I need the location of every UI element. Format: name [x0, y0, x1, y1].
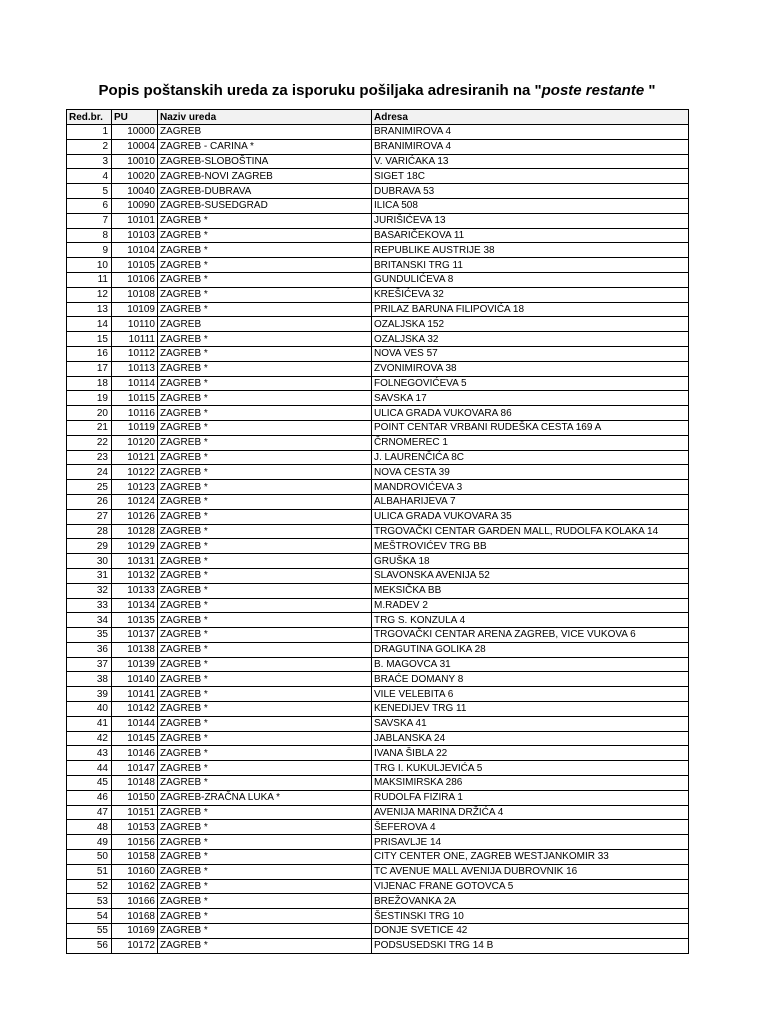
- row-postal-code: 10113: [112, 361, 158, 376]
- row-postal-code: 10010: [112, 154, 158, 169]
- row-ordinal: 52: [67, 879, 112, 894]
- row-postal-code: 10128: [112, 524, 158, 539]
- row-postal-code: 10116: [112, 406, 158, 421]
- row-office-name: ZAGREB *: [158, 894, 372, 909]
- row-office-name: ZAGREB *: [158, 583, 372, 598]
- row-ordinal: 53: [67, 894, 112, 909]
- row-office-name: ZAGREB *: [158, 554, 372, 569]
- row-address: MEKSIČKA BB: [372, 583, 689, 598]
- row-address: B. MAGOVCA 31: [372, 657, 689, 672]
- table-row: [67, 909, 689, 924]
- row-ordinal: 23: [67, 450, 112, 465]
- row-office-name: ZAGREB *: [158, 465, 372, 480]
- row-address: BRAĆE DOMANY 8: [372, 672, 689, 687]
- table-row: [67, 139, 689, 154]
- table-row: [67, 435, 689, 450]
- row-postal-code: 10134: [112, 598, 158, 613]
- row-office-name: ZAGREB *: [158, 568, 372, 583]
- row-postal-code: 10144: [112, 716, 158, 731]
- row-postal-code: 10115: [112, 391, 158, 406]
- row-address: ŠESTINSKI TRG 10: [372, 909, 689, 924]
- row-address: JABLANSKA 24: [372, 731, 689, 746]
- row-postal-code: 10138: [112, 642, 158, 657]
- row-office-name: ZAGREB-SLOBOŠTINA: [158, 154, 372, 169]
- row-office-name: ZAGREB *: [158, 761, 372, 776]
- row-ordinal: 3: [67, 154, 112, 169]
- table-row: [67, 258, 689, 273]
- table-row: [67, 450, 689, 465]
- row-postal-code: 10110: [112, 317, 158, 332]
- row-postal-code: 10040: [112, 184, 158, 199]
- row-postal-code: 10160: [112, 864, 158, 879]
- table-row: [67, 835, 689, 850]
- table-row: [67, 465, 689, 480]
- row-office-name: ZAGREB *: [158, 480, 372, 495]
- row-postal-code: 10090: [112, 198, 158, 213]
- row-postal-code: 10119: [112, 420, 158, 435]
- header-address: Adresa: [372, 110, 689, 125]
- row-office-name: ZAGREB *: [158, 702, 372, 717]
- row-office-name: ZAGREB: [158, 317, 372, 332]
- row-address: CITY CENTER ONE, ZAGREB WESTJANKOMIR 33: [372, 850, 689, 865]
- row-address: GUNDULIĆEVA 8: [372, 272, 689, 287]
- row-postal-code: 10135: [112, 613, 158, 628]
- row-ordinal: 44: [67, 761, 112, 776]
- table-row: [67, 642, 689, 657]
- row-office-name: ZAGREB *: [158, 287, 372, 302]
- row-postal-code: 10139: [112, 657, 158, 672]
- table-row: [67, 213, 689, 228]
- row-address: TRG S. KONZULA 4: [372, 613, 689, 628]
- table-row: [67, 406, 689, 421]
- row-ordinal: 25: [67, 480, 112, 495]
- row-address: DRAGUTINA GOLIKA 28: [372, 642, 689, 657]
- row-ordinal: 22: [67, 435, 112, 450]
- row-ordinal: 21: [67, 420, 112, 435]
- row-ordinal: 19: [67, 391, 112, 406]
- row-postal-code: 10141: [112, 687, 158, 702]
- table-row: [67, 731, 689, 746]
- table-row: [67, 864, 689, 879]
- row-ordinal: 43: [67, 746, 112, 761]
- post-office-table: [66, 109, 689, 954]
- row-ordinal: 2: [67, 139, 112, 154]
- row-address: SLAVONSKA AVENIJA 52: [372, 568, 689, 583]
- table-row: [67, 169, 689, 184]
- row-address: IVANA ŠIBLA 22: [372, 746, 689, 761]
- table-row: [67, 494, 689, 509]
- row-ordinal: 32: [67, 583, 112, 598]
- row-address: ILICA 508: [372, 198, 689, 213]
- row-postal-code: 10109: [112, 302, 158, 317]
- row-office-name: ZAGREB *: [158, 835, 372, 850]
- row-ordinal: 20: [67, 406, 112, 421]
- row-ordinal: 1: [67, 125, 112, 140]
- row-postal-code: 10120: [112, 435, 158, 450]
- table-row: [67, 272, 689, 287]
- table-row: [67, 879, 689, 894]
- row-ordinal: 16: [67, 346, 112, 361]
- row-postal-code: 10140: [112, 672, 158, 687]
- table-row: [67, 628, 689, 643]
- row-office-name: ZAGREB *: [158, 628, 372, 643]
- header-ordinal: Red.br.: [67, 110, 112, 125]
- row-address: BRITANSKI TRG 11: [372, 258, 689, 273]
- row-address: KREŠIĆEVA 32: [372, 287, 689, 302]
- row-address: ULICA GRADA VUKOVARA 86: [372, 406, 689, 421]
- row-office-name: ZAGREB *: [158, 687, 372, 702]
- row-ordinal: 15: [67, 332, 112, 347]
- row-postal-code: 10129: [112, 539, 158, 554]
- row-office-name: ZAGREB-NOVI ZAGREB: [158, 169, 372, 184]
- row-office-name: ZAGREB-ZRAČNA LUKA *: [158, 790, 372, 805]
- row-ordinal: 46: [67, 790, 112, 805]
- table-row: [67, 702, 689, 717]
- row-address: FOLNEGOVIĆEVA 5: [372, 376, 689, 391]
- row-ordinal: 9: [67, 243, 112, 258]
- row-ordinal: 55: [67, 924, 112, 939]
- row-ordinal: 51: [67, 864, 112, 879]
- row-postal-code: 10121: [112, 450, 158, 465]
- row-address: KENEDIJEV TRG 11: [372, 702, 689, 717]
- table-row: [67, 184, 689, 199]
- row-ordinal: 31: [67, 568, 112, 583]
- row-postal-code: 10168: [112, 909, 158, 924]
- row-address: BRANIMIROVA 4: [372, 125, 689, 140]
- row-ordinal: 14: [67, 317, 112, 332]
- row-address: ZVONIMIROVA 38: [372, 361, 689, 376]
- table-row: [67, 687, 689, 702]
- row-address: SAVSKA 41: [372, 716, 689, 731]
- row-postal-code: 10169: [112, 924, 158, 939]
- row-office-name: ZAGREB *: [158, 243, 372, 258]
- row-office-name: ZAGREB *: [158, 258, 372, 273]
- table-header-row: [67, 110, 689, 125]
- table-row: [67, 287, 689, 302]
- row-office-name: ZAGREB *: [158, 938, 372, 953]
- row-postal-code: 10156: [112, 835, 158, 850]
- row-ordinal: 54: [67, 909, 112, 924]
- title-emphasis: poste restante: [541, 82, 645, 99]
- row-office-name: ZAGREB *: [158, 657, 372, 672]
- row-office-name: ZAGREB *: [158, 346, 372, 361]
- row-postal-code: 10166: [112, 894, 158, 909]
- row-office-name: ZAGREB *: [158, 213, 372, 228]
- header-office-name: Naziv ureda: [158, 110, 372, 125]
- page-title: [66, 82, 688, 99]
- row-office-name: ZAGREB *: [158, 924, 372, 939]
- row-ordinal: 5: [67, 184, 112, 199]
- row-postal-code: 10004: [112, 139, 158, 154]
- row-postal-code: 10145: [112, 731, 158, 746]
- row-office-name: ZAGREB *: [158, 435, 372, 450]
- row-ordinal: 12: [67, 287, 112, 302]
- table-body: [67, 125, 689, 954]
- title-prefix: Popis poštanskih ureda za isporuku pošiljaka adresiranih na ": [98, 82, 542, 99]
- row-office-name: ZAGREB *: [158, 302, 372, 317]
- row-address: TRGOVAČKI CENTAR GARDEN MALL, RUDOLFA KOLAKA 14: [372, 524, 689, 539]
- row-postal-code: 10111: [112, 332, 158, 347]
- table-row: [67, 228, 689, 243]
- row-office-name: ZAGREB *: [158, 850, 372, 865]
- table-row: [67, 776, 689, 791]
- row-office-name: ZAGREB - CARINA *: [158, 139, 372, 154]
- row-address: PRILAZ BARUNA FILIPOVIĆA 18: [372, 302, 689, 317]
- row-address: POINT CENTAR VRBANI RUDEŠKA CESTA 169 A: [372, 420, 689, 435]
- row-postal-code: 10147: [112, 761, 158, 776]
- row-address: BASARIČEKOVA 11: [372, 228, 689, 243]
- row-office-name: ZAGREB *: [158, 228, 372, 243]
- table-row: [67, 391, 689, 406]
- row-address: VILE VELEBITA 6: [372, 687, 689, 702]
- row-office-name: ZAGREB *: [158, 406, 372, 421]
- row-address: RUDOLFA FIZIRA 1: [372, 790, 689, 805]
- row-office-name: ZAGREB *: [158, 642, 372, 657]
- row-address: DUBRAVA 53: [372, 184, 689, 199]
- row-postal-code: 10101: [112, 213, 158, 228]
- table-row: [67, 598, 689, 613]
- row-ordinal: 28: [67, 524, 112, 539]
- row-postal-code: 10137: [112, 628, 158, 643]
- row-postal-code: 10112: [112, 346, 158, 361]
- table-row: [67, 346, 689, 361]
- row-ordinal: 49: [67, 835, 112, 850]
- row-ordinal: 37: [67, 657, 112, 672]
- table-row: [67, 583, 689, 598]
- row-ordinal: 6: [67, 198, 112, 213]
- row-postal-code: 10122: [112, 465, 158, 480]
- row-address: REPUBLIKE AUSTRIJE 38: [372, 243, 689, 258]
- row-postal-code: 10131: [112, 554, 158, 569]
- row-postal-code: 10146: [112, 746, 158, 761]
- table-row: [67, 805, 689, 820]
- row-office-name: ZAGREB *: [158, 731, 372, 746]
- table-row: [67, 672, 689, 687]
- row-office-name: ZAGREB *: [158, 539, 372, 554]
- row-office-name: ZAGREB *: [158, 746, 372, 761]
- row-address: PODSUSEDSKI TRG 14 B: [372, 938, 689, 953]
- row-postal-code: 10104: [112, 243, 158, 258]
- table-row: [67, 480, 689, 495]
- row-ordinal: 48: [67, 820, 112, 835]
- row-ordinal: 4: [67, 169, 112, 184]
- table-row: [67, 317, 689, 332]
- row-ordinal: 35: [67, 628, 112, 643]
- row-office-name: ZAGREB *: [158, 420, 372, 435]
- row-address: SIGET 18C: [372, 169, 689, 184]
- header-postal-code: PU: [112, 110, 158, 125]
- row-ordinal: 42: [67, 731, 112, 746]
- row-address: NOVA CESTA 39: [372, 465, 689, 480]
- row-postal-code: 10132: [112, 568, 158, 583]
- row-office-name: ZAGREB *: [158, 672, 372, 687]
- row-address: BRANIMIROVA 4: [372, 139, 689, 154]
- row-office-name: ZAGREB *: [158, 820, 372, 835]
- row-address: BREŽOVANKA 2A: [372, 894, 689, 909]
- row-ordinal: 41: [67, 716, 112, 731]
- table-row: [67, 820, 689, 835]
- table-row: [67, 924, 689, 939]
- row-ordinal: 30: [67, 554, 112, 569]
- row-office-name: ZAGREB-SUSEDGRAD: [158, 198, 372, 213]
- row-address: DONJE SVETICE 42: [372, 924, 689, 939]
- row-ordinal: 17: [67, 361, 112, 376]
- row-postal-code: 10000: [112, 125, 158, 140]
- row-postal-code: 10142: [112, 702, 158, 717]
- row-address: TRG I. KUKULJEVIĆA 5: [372, 761, 689, 776]
- row-office-name: ZAGREB: [158, 125, 372, 140]
- row-address: NOVA VES 57: [372, 346, 689, 361]
- row-address: MANDROVIĆEVA 3: [372, 480, 689, 495]
- row-office-name: ZAGREB *: [158, 524, 372, 539]
- row-postal-code: 10162: [112, 879, 158, 894]
- row-address: ALBAHARIJEVA 7: [372, 494, 689, 509]
- row-ordinal: 50: [67, 850, 112, 865]
- row-ordinal: 10: [67, 258, 112, 273]
- row-postal-code: 10150: [112, 790, 158, 805]
- table-row: [67, 524, 689, 539]
- row-ordinal: 18: [67, 376, 112, 391]
- table-row: [67, 539, 689, 554]
- row-address: AVENIJA MARINA DRŽIĆA 4: [372, 805, 689, 820]
- row-office-name: ZAGREB *: [158, 361, 372, 376]
- row-ordinal: 39: [67, 687, 112, 702]
- table-row: [67, 568, 689, 583]
- row-ordinal: 27: [67, 509, 112, 524]
- row-ordinal: 26: [67, 494, 112, 509]
- row-address: ŠEFEROVA 4: [372, 820, 689, 835]
- row-office-name: ZAGREB *: [158, 332, 372, 347]
- row-postal-code: 10123: [112, 480, 158, 495]
- row-ordinal: 45: [67, 776, 112, 791]
- table-row: [67, 376, 689, 391]
- row-address: JURIŠIĆEVA 13: [372, 213, 689, 228]
- row-address: V. VARIĆAKA 13: [372, 154, 689, 169]
- row-address: OZALJSKA 152: [372, 317, 689, 332]
- row-office-name: ZAGREB *: [158, 376, 372, 391]
- row-postal-code: 10124: [112, 494, 158, 509]
- row-postal-code: 10106: [112, 272, 158, 287]
- row-office-name: ZAGREB *: [158, 909, 372, 924]
- row-postal-code: 10105: [112, 258, 158, 273]
- row-ordinal: 34: [67, 613, 112, 628]
- table-row: [67, 198, 689, 213]
- row-ordinal: 47: [67, 805, 112, 820]
- row-office-name: ZAGREB *: [158, 272, 372, 287]
- row-office-name: ZAGREB *: [158, 450, 372, 465]
- row-postal-code: 10108: [112, 287, 158, 302]
- row-address: GRUŠKA 18: [372, 554, 689, 569]
- row-address: TRGOVAČKI CENTAR ARENA ZAGREB, VICE VUKOVA 6: [372, 628, 689, 643]
- table-row: [67, 894, 689, 909]
- table-row: [67, 746, 689, 761]
- table-row: [67, 154, 689, 169]
- row-postal-code: 10151: [112, 805, 158, 820]
- row-address: TC AVENUE MALL AVENIJA DUBROVNIK 16: [372, 864, 689, 879]
- table-row: [67, 850, 689, 865]
- row-office-name: ZAGREB *: [158, 716, 372, 731]
- title-suffix: ": [644, 82, 656, 99]
- table-row: [67, 761, 689, 776]
- table-row: [67, 361, 689, 376]
- row-postal-code: 10114: [112, 376, 158, 391]
- row-ordinal: 33: [67, 598, 112, 613]
- row-office-name: ZAGREB *: [158, 598, 372, 613]
- table-row: [67, 554, 689, 569]
- row-address: ČRNOMEREC 1: [372, 435, 689, 450]
- row-postal-code: 10103: [112, 228, 158, 243]
- row-office-name: ZAGREB *: [158, 864, 372, 879]
- table-row: [67, 509, 689, 524]
- row-ordinal: 38: [67, 672, 112, 687]
- row-address: OZALJSKA 32: [372, 332, 689, 347]
- row-postal-code: 10172: [112, 938, 158, 953]
- table-row: [67, 657, 689, 672]
- table-row: [67, 613, 689, 628]
- row-ordinal: 24: [67, 465, 112, 480]
- table-row: [67, 332, 689, 347]
- row-office-name: ZAGREB *: [158, 494, 372, 509]
- row-ordinal: 11: [67, 272, 112, 287]
- row-postal-code: 10153: [112, 820, 158, 835]
- row-ordinal: 56: [67, 938, 112, 953]
- row-address: MAKSIMIRSKA 286: [372, 776, 689, 791]
- table-row: [67, 716, 689, 731]
- row-ordinal: 29: [67, 539, 112, 554]
- table-row: [67, 125, 689, 140]
- row-office-name: ZAGREB *: [158, 805, 372, 820]
- row-address: MEŠTROVIĆEV TRG BB: [372, 539, 689, 554]
- table-row: [67, 243, 689, 258]
- table-row: [67, 420, 689, 435]
- row-ordinal: 36: [67, 642, 112, 657]
- row-postal-code: 10020: [112, 169, 158, 184]
- row-postal-code: 10148: [112, 776, 158, 791]
- row-address: M.RADEV 2: [372, 598, 689, 613]
- row-postal-code: 10126: [112, 509, 158, 524]
- row-address: ULICA GRADA VUKOVARA 35: [372, 509, 689, 524]
- row-ordinal: 40: [67, 702, 112, 717]
- row-address: VIJENAC FRANE GOTOVCA 5: [372, 879, 689, 894]
- row-office-name: ZAGREB *: [158, 879, 372, 894]
- row-office-name: ZAGREB *: [158, 391, 372, 406]
- row-office-name: ZAGREB *: [158, 776, 372, 791]
- row-office-name: ZAGREB-DUBRAVA: [158, 184, 372, 199]
- table-row: [67, 790, 689, 805]
- row-ordinal: 13: [67, 302, 112, 317]
- table-row: [67, 302, 689, 317]
- row-postal-code: 10133: [112, 583, 158, 598]
- row-ordinal: 8: [67, 228, 112, 243]
- table-row: [67, 938, 689, 953]
- row-address: SAVSKA 17: [372, 391, 689, 406]
- row-postal-code: 10158: [112, 850, 158, 865]
- row-office-name: ZAGREB *: [158, 613, 372, 628]
- row-address: J. LAURENČIĆA 8C: [372, 450, 689, 465]
- row-office-name: ZAGREB *: [158, 509, 372, 524]
- row-ordinal: 7: [67, 213, 112, 228]
- row-address: PRISAVLJE 14: [372, 835, 689, 850]
